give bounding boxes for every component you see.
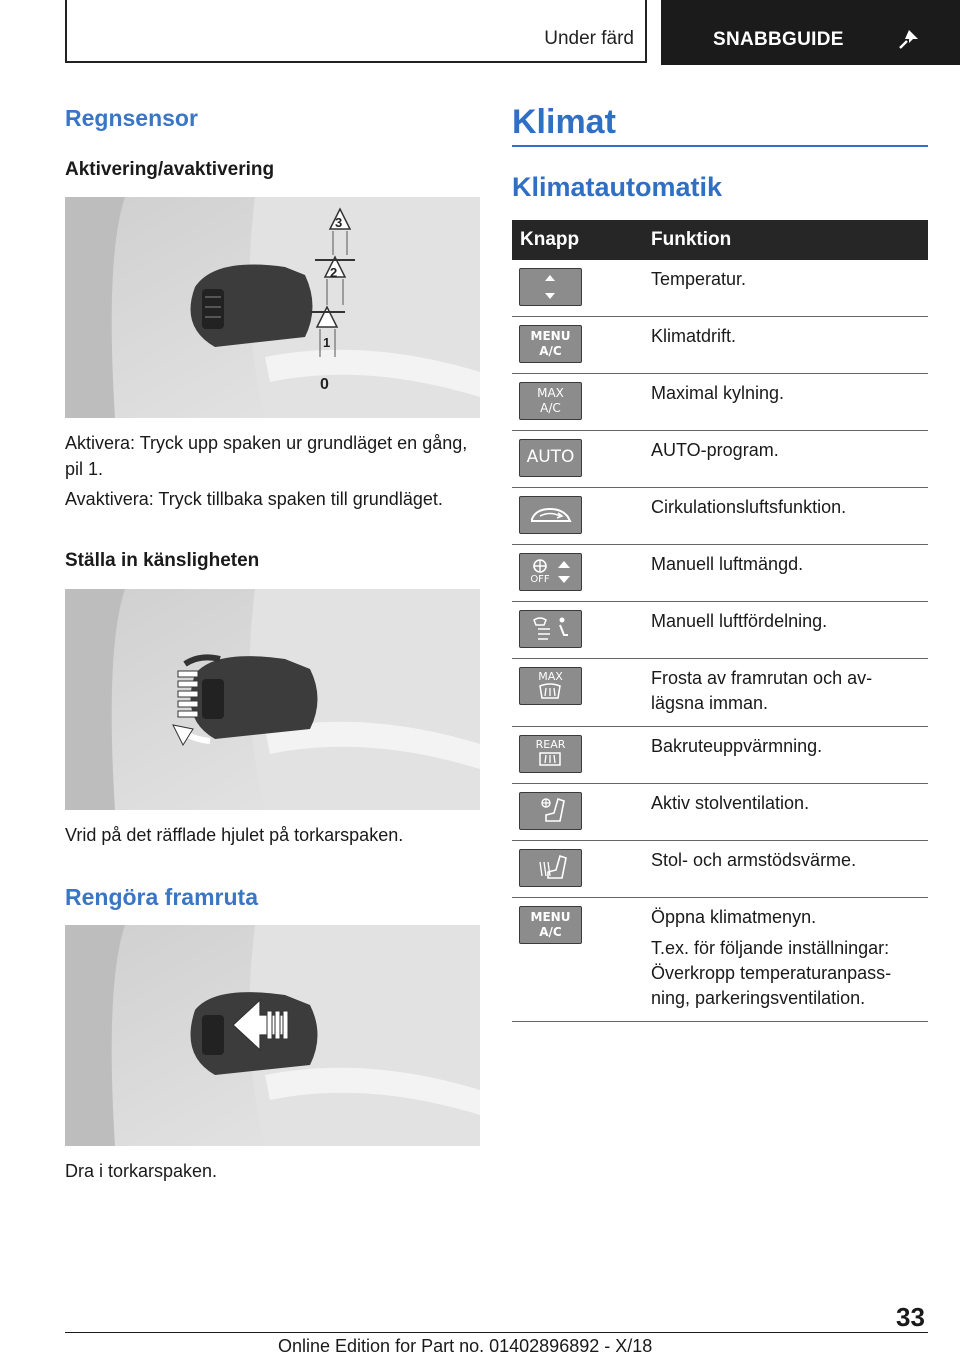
- activation-heading: Aktivering/avaktivering: [65, 159, 275, 180]
- table-row: [512, 260, 928, 317]
- table-row: [512, 317, 928, 374]
- column-header-function: Funktion: [643, 220, 928, 260]
- air-distribution-icon: [519, 610, 582, 648]
- max-ac-icon: MAX A/C: [519, 382, 582, 420]
- arrow-label-2: 2: [330, 265, 338, 280]
- function-text: Temperatur.: [651, 269, 747, 289]
- temperature-arrows-icon: [519, 268, 582, 306]
- function-text: Öppna klimatmenyn.: [651, 907, 817, 927]
- function-text: Frosta av framrutan och av-lägsna imman.: [651, 668, 873, 713]
- function-text: Maximal kylning.: [651, 383, 785, 403]
- menu-ac-icon: MENU A/C: [519, 325, 582, 363]
- quickguide-tab[interactable]: [661, 0, 960, 65]
- table-row: [512, 841, 928, 898]
- function-text: Manuell luftfördelning.: [651, 611, 828, 631]
- table-row: [512, 488, 928, 545]
- pin-icon: [898, 28, 920, 50]
- table-header-row: [512, 220, 928, 260]
- sensitivity-figure: [65, 589, 480, 810]
- menu-ac-icon: MENU A/C: [519, 906, 582, 944]
- arrow-label-3: 3: [335, 215, 343, 230]
- rear-defrost-icon: REAR: [519, 735, 582, 773]
- max-defrost-icon: MAX: [519, 667, 582, 705]
- clean-windshield-text: Dra i torkarspaken.: [65, 1161, 218, 1181]
- auto-icon: AUTO: [519, 439, 582, 477]
- deactivate-text: Avaktivera: Tryck tillbaka spaken till grundläget.: [65, 489, 443, 509]
- clean-windshield-figure: [65, 925, 480, 1146]
- function-subtext: T.ex. för följande inställningar: Överkropp temperaturanpass-ning, parkeringsventilation.: [651, 938, 892, 1008]
- function-text: Manuell luftmängd.: [651, 554, 804, 574]
- recirculation-icon: [519, 496, 582, 534]
- activate-text: Aktivera: Tryck upp spaken ur grundläget en gång, pil 1.: [65, 433, 468, 479]
- table-row: [512, 784, 928, 841]
- sensitivity-text: Vrid på det räfflade hjulet på torkarspaken.: [65, 825, 404, 845]
- function-text: Klimatdrift.: [651, 326, 737, 346]
- footer-rule: [65, 1332, 928, 1333]
- function-text: Cirkulationsluftsfunktion.: [651, 497, 847, 517]
- table-row: [512, 431, 928, 488]
- table-row: [512, 659, 928, 727]
- seat-heating-icon: [519, 849, 582, 887]
- section-label: Under färd: [544, 28, 634, 49]
- function-text: Aktiv stolventilation.: [651, 793, 810, 813]
- rain-sensor-heading: Regnsensor: [65, 105, 198, 131]
- fan-off-icon: OFF: [519, 553, 582, 591]
- table-row: [512, 727, 928, 784]
- function-text: Stol- och armstödsvärme.: [651, 850, 857, 870]
- table-row: [512, 898, 928, 1022]
- edition-text: Online Edition for Part no. 01402896892 - X/18: [278, 1336, 653, 1356]
- quickguide-tab-label: SNABBGUIDE: [713, 29, 844, 50]
- column-header-button: Knapp: [512, 220, 643, 260]
- table-row: [512, 602, 928, 659]
- function-text: Bakruteuppvärmning.: [651, 736, 823, 756]
- page-number: 33: [896, 1302, 925, 1332]
- climate-heading: Klimat: [512, 103, 616, 141]
- clean-windshield-heading: Rengöra framruta: [65, 884, 258, 910]
- arrow-label-0: 0: [320, 376, 329, 393]
- climate-heading-rule: [512, 145, 928, 147]
- climate-auto-heading: Klimatautomatik: [512, 172, 723, 202]
- climate-buttons-table: [512, 220, 928, 1022]
- function-text: AUTO-program.: [651, 440, 779, 460]
- rain-sensor-figure: [65, 197, 480, 418]
- table-row: [512, 545, 928, 602]
- seat-ventilation-icon: [519, 792, 582, 830]
- arrow-label-1: 1: [323, 335, 331, 350]
- table-row: [512, 374, 928, 431]
- sensitivity-heading: Ställa in känsligheten: [65, 550, 260, 571]
